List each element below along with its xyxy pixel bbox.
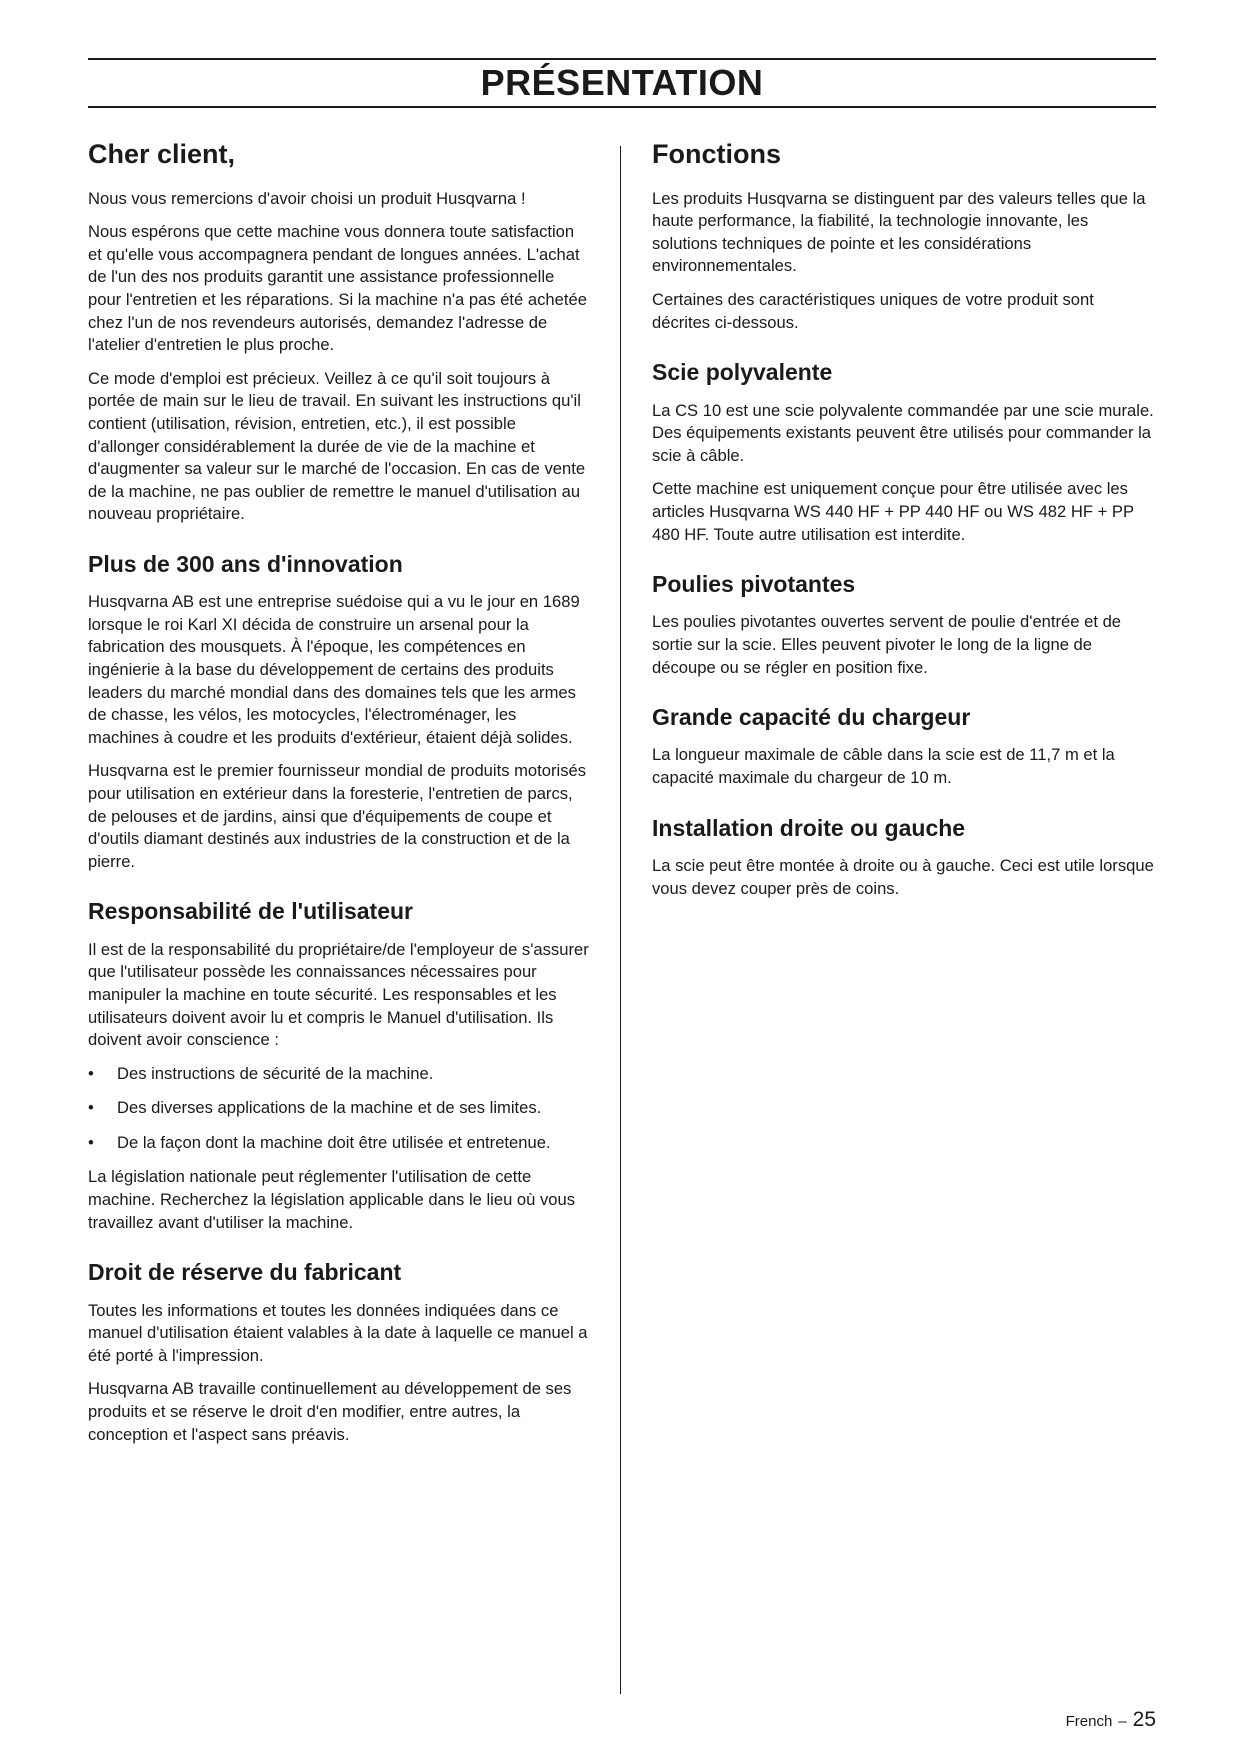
innovation-paragraph: Husqvarna AB est une entreprise suédoise qui a vu le jour en 1689 lorsque le roi Karl XI décida de construire un arsenal pour la fabrication des mousquets. À l'époque, les compétences en ingénierie à la base du développement de certains des produits leaders du marché mondial dans des domaines tels que les armes de chasse, les vélos, les motocycles, l'électroménager, les machines à coudre et les produits d'extérieur, étaient déjà solides.: [88, 592, 580, 747]
responsibility-paragraph: La législation nationale peut réglementer l'utilisation de cette machine. Recherchez la législation applicable dans le lieu où vous travaillez avant d'utiliser la machine.: [88, 1167, 576, 1232]
page-title-bar: [88, 58, 1156, 108]
left-column: [88, 136, 590, 1457]
footer-separator: –: [1118, 1713, 1127, 1730]
reserve-paragraph: Toutes les informations et toutes les données indiquées dans ce manuel d'utilisation étaient valables à la date à laquelle ce manuel a été porté à l'impression.: [88, 1300, 588, 1365]
responsibility-paragraph: Il est de la responsabilité du propriétaire/de l'employeur de s'assurer que l'utilisateur possède les connaissances nécessaires pour manipuler la machine en toute sécurité. Les responsables et les utilisateurs doivent avoir lu et compris le Manuel d'utilisation. Ils doivent avoir conscience :: [88, 939, 589, 1050]
functions-paragraph: Les produits Husqvarna se distinguent par des valeurs telles que la haute performance, la fiabilité, la technologie innovante, les solutions techniques de pointe et les considérations environnementales.: [652, 188, 1146, 276]
multi-saw-heading: Scie polyvalente: [652, 359, 833, 386]
column-divider: [620, 146, 621, 1694]
intro-paragraph: Nous espérons que cette machine vous donnera toute satisfaction et qu'elle vous accompagnera pendant de longues années. L'achat de l'un des nos produits garantit une assistance professionnelle pour l'entretien et les réparations. Si la machine n'a pas été achetée chez l'un de nos revendeurs autorisés, demandez l'adresse de l'atelier d'entretien le plus proche.: [88, 222, 587, 355]
greeting-heading: Cher client,: [88, 139, 236, 169]
magazine-heading: Grande capacité du chargeur: [652, 704, 971, 731]
innovation-heading: Plus de 300 ans d'innovation: [88, 551, 403, 577]
functions-paragraph: Certaines des caractéristiques uniques de votre produit sont décrites ci-dessous.: [652, 290, 1094, 332]
intro-paragraph: Ce mode d'emploi est précieux. Veillez à ce qu'il soit toujours à portée de main sur le lieu de travail. En suivant les instructions qu'il contient (utilisation, révision, entretien, etc.), il est possible d'allonger considérablement la durée de vie de la machine et d'augmenter sa valeur sur le marché de l'occasion. En cas de vente de la machine, ne pas oublier de remettre le manuel d'utilisation au nouveau propriétaire.: [88, 368, 586, 524]
reserve-heading: Droit de réserve du fabricant: [88, 1259, 402, 1286]
footer-language: French: [1065, 1713, 1113, 1730]
right-column: [652, 136, 1154, 911]
list-item: • Des diverses applications de la machine et de ses limites.: [88, 1097, 590, 1120]
list-item: • Des instructions de sécurité de la machine.: [88, 1063, 590, 1086]
page-title: PRÉSENTATION: [480, 62, 764, 103]
page-footer: [1066, 1708, 1156, 1732]
responsibility-list: [88, 1063, 590, 1155]
page-number: 25: [1132, 1708, 1156, 1731]
intro-paragraph: Nous vous remercions d'avoir choisi un produit Husqvarna !: [88, 188, 526, 208]
pulleys-paragraph: Les poulies pivotantes ouvertes servent de poulie d'entrée et de sortie sur la scie. Elles peuvent pivoter le long de la ligne de découpe ou se régler en position fixe.: [652, 612, 1122, 677]
installation-paragraph: La scie peut être montée à droite ou à gauche. Ceci est utile lorsque vous devez couper près de coins.: [652, 855, 1154, 898]
bullet-icon: •: [88, 1098, 94, 1118]
pulleys-heading: Poulies pivotantes: [652, 571, 856, 598]
list-item: • De la façon dont la machine doit être utilisée et entretenue.: [88, 1132, 590, 1155]
installation-heading: Installation droite ou gauche: [652, 814, 966, 841]
innovation-paragraph: Husqvarna est le premier fournisseur mondial de produits motorisés pour utilisation en extérieur dans la foresterie, l'entretien de parcs, de pelouses et de jardins, ainsi que d'équipements de coupe et d'outils diamant destinés aux industries de la construction et de la pierre.: [88, 761, 587, 871]
multi-saw-paragraph: Cette machine est uniquement conçue pour être utilisée avec les articles Husqvarna WS 440 HF + PP 440 HF ou WS 482 HF + PP 480 HF. Toute autre utilisation est interdite.: [652, 479, 1134, 544]
reserve-paragraph: Husqvarna AB travaille continuellement au développement de ses produits et se réserve le droit d'en modifier, entre autres, la conception et l'aspect sans préavis.: [88, 1379, 572, 1444]
bullet-icon: •: [88, 1063, 94, 1083]
bullet-icon: •: [88, 1132, 94, 1152]
functions-heading: Fonctions: [652, 139, 781, 169]
multi-saw-paragraph: La CS 10 est une scie polyvalente commandée par une scie murale. Des équipements existants peuvent être utilisés pour commander la scie à câble.: [652, 400, 1154, 465]
responsibility-heading: Responsabilité de l'utilisateur: [88, 898, 413, 925]
magazine-paragraph: La longueur maximale de câble dans la scie est de 11,7 m et la capacité maximale du chargeur de 10 m.: [652, 745, 1115, 788]
